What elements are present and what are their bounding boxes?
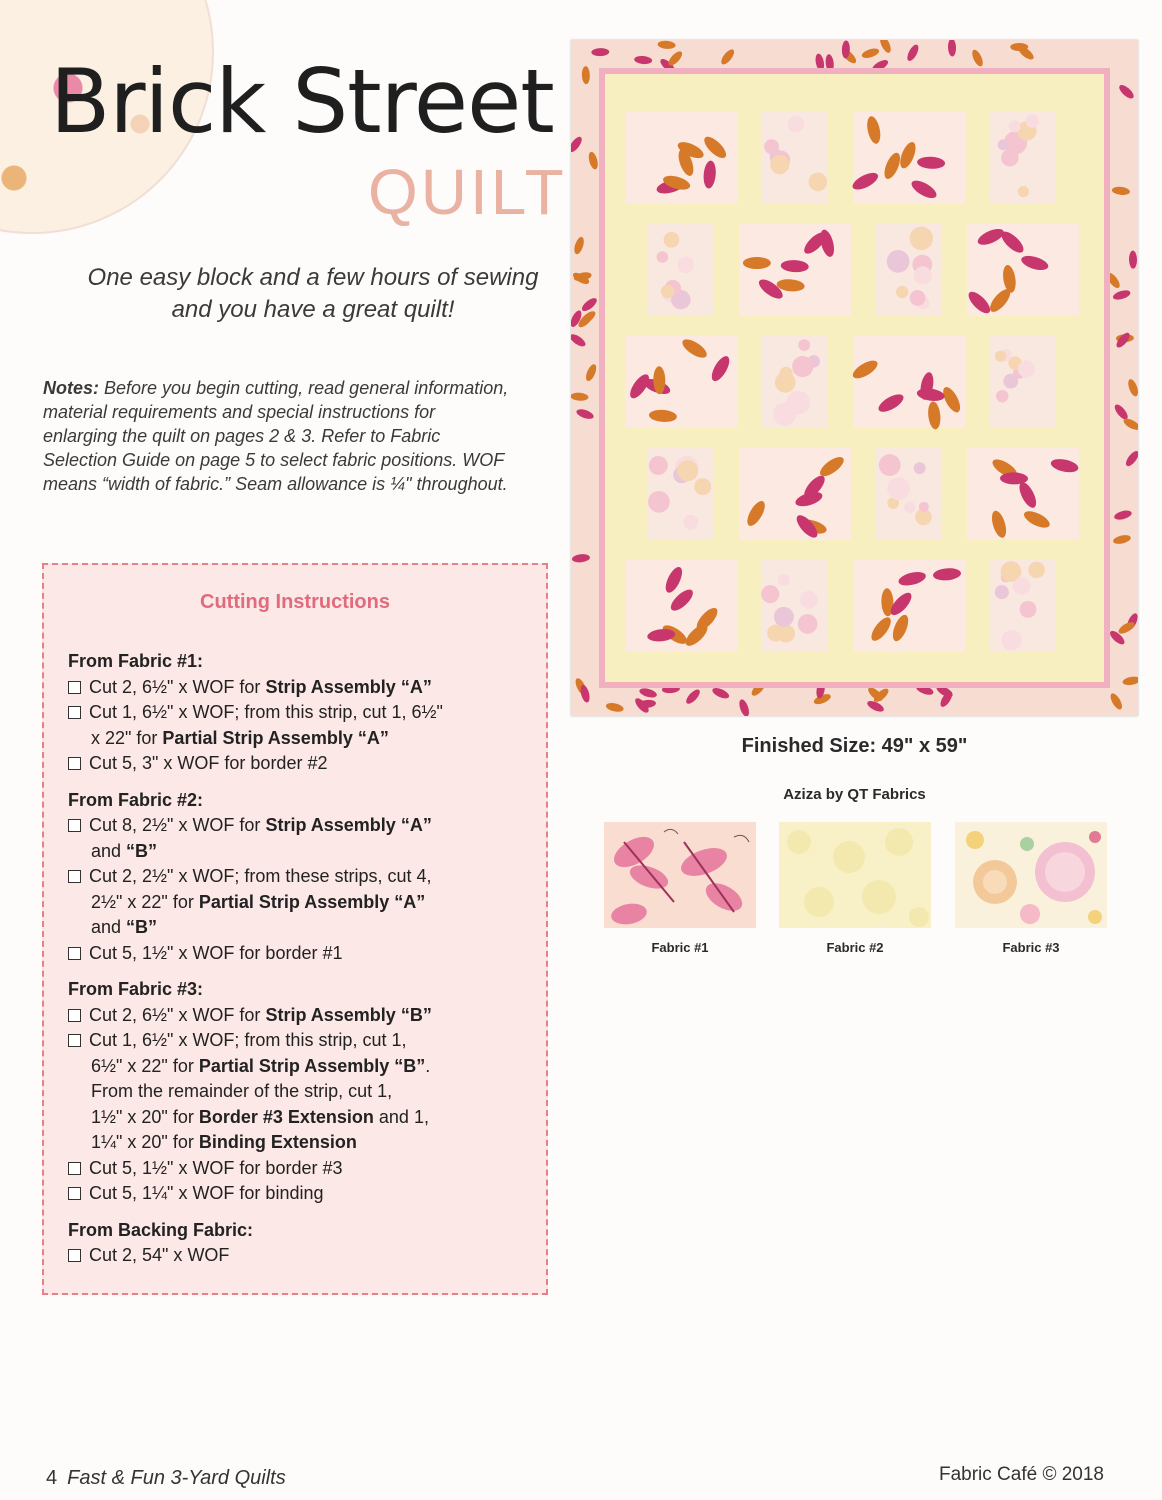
- dot-mark: [694, 478, 711, 495]
- cutting-item-text: .: [425, 1055, 431, 1076]
- cutting-item-text: Cut 2, 2½" x WOF; from these strips, cut 4,: [89, 866, 432, 886]
- cutting-item: [68, 813, 538, 864]
- notes-label: Notes:: [43, 378, 100, 398]
- dot-mark: [779, 367, 792, 380]
- checkbox-icon[interactable]: [68, 1249, 81, 1262]
- cutting-item-text: From the remainder of the strip, cut 1,: [91, 1081, 393, 1101]
- cutting-instructions-box: [42, 563, 548, 1295]
- copyright: Fabric Café © 2018: [938, 1464, 1104, 1485]
- dot-mark: [792, 356, 813, 377]
- cutting-item-text: 2½" x 22" for: [91, 891, 199, 912]
- fabric-line-name: Aziza by QT Fabrics: [783, 786, 926, 803]
- dot-mark: [1026, 114, 1039, 127]
- dot-mark: [1018, 186, 1029, 197]
- dot-mark: [919, 502, 929, 512]
- dot-mark: [995, 351, 1006, 362]
- cutting-item-text: 6½" x 22" for: [91, 1055, 199, 1076]
- cutting-item-text: Binding Extension: [198, 1132, 357, 1152]
- cutting-item: [68, 1156, 538, 1182]
- finished-size: Finished Size: 49" x 59": [741, 735, 968, 757]
- dot-mark: [800, 591, 818, 609]
- cutting-item: [68, 1003, 538, 1029]
- dot-mark: [996, 390, 1008, 402]
- dot-mark: [770, 155, 789, 174]
- dot-mark: [649, 456, 668, 475]
- cutting-item-text: Cut 5, 1½" x WOF for border #3: [89, 1157, 343, 1178]
- dot-mark: [1009, 120, 1021, 132]
- cutting-list: [68, 649, 538, 1269]
- dot-mark: [677, 460, 698, 481]
- cutting-title: Cutting Instructions: [200, 591, 390, 613]
- swatch-fabric-1: [604, 822, 756, 928]
- dot-mark: [798, 614, 818, 634]
- dot-mark: [1001, 149, 1018, 166]
- page-subtitle: QUILT: [368, 156, 567, 228]
- cutting-section-heading: From Fabric #2:: [68, 789, 204, 810]
- cutting-item-text: 1½" x 20" for: [91, 1106, 199, 1127]
- footer-left: [46, 1467, 286, 1490]
- cutting-item-text: Cut 2, 6½" x WOF for: [89, 1004, 266, 1025]
- cutting-item-text: Partial Strip Assembly “A”: [162, 727, 389, 748]
- dot-mark: [648, 491, 670, 513]
- dot-mark: [664, 232, 680, 248]
- cutting-item-text: and: [91, 917, 127, 937]
- cutting-item-text: x 22" for: [91, 727, 163, 748]
- dot-mark: [1003, 374, 1018, 389]
- checkbox-icon[interactable]: [68, 819, 81, 832]
- dot-mark: [910, 227, 934, 251]
- dot-mark: [910, 290, 926, 306]
- cutting-item: [68, 1243, 538, 1269]
- cutting-item-text: Cut 1, 6½" x WOF; from this strip, cut 1, 6½": [89, 702, 443, 722]
- checkbox-icon[interactable]: [68, 757, 81, 770]
- cutting-item-text: “B”: [126, 917, 158, 937]
- dot-mark: [809, 173, 828, 192]
- cutting-item-text: Border #3 Extension: [198, 1106, 374, 1127]
- dot-mark: [761, 585, 779, 603]
- cutting-item-text: Strip Assembly “B”: [265, 1004, 432, 1025]
- cutting-item-text: Strip Assembly “A”: [265, 815, 432, 835]
- dot-mark: [789, 122, 799, 132]
- dot-mark: [879, 454, 901, 476]
- cutting-item-text: Cut 8, 2½" x WOF for: [89, 815, 266, 835]
- dot-mark: [678, 257, 694, 273]
- cutting-item-text: Cut 5, 1½" x WOF for border #1: [89, 942, 343, 963]
- notes: [43, 376, 513, 496]
- quilt-photo: [571, 40, 1138, 716]
- cutting-item-text: Partial Strip Assembly “A”: [198, 891, 426, 912]
- dot-mark: [683, 515, 698, 530]
- swatch-label-2: Fabric #2: [826, 940, 884, 955]
- dragonfly-block: [853, 336, 965, 428]
- dot-mark: [767, 625, 784, 642]
- cutting-item-text: Cut 5, 1¼" x WOF for binding: [89, 1183, 324, 1203]
- checkbox-icon[interactable]: [68, 706, 81, 719]
- cutting-item: [68, 751, 538, 777]
- dot-mark: [914, 462, 926, 474]
- page-title: Brick Street: [50, 50, 554, 153]
- cutting-item: [68, 675, 538, 701]
- checkbox-icon[interactable]: [68, 681, 81, 694]
- cutting-item: [68, 941, 538, 967]
- quilt-illustration: [571, 40, 1138, 716]
- dot-mark: [773, 402, 796, 425]
- checkbox-icon[interactable]: [68, 1009, 81, 1022]
- tagline: One easy block and a few hours of sewing and you have a great quilt!: [87, 264, 539, 323]
- dot-mark: [1013, 577, 1031, 595]
- book-title: Fast & Fun 3-Yard Quilts: [67, 1467, 286, 1489]
- dot-mark: [995, 585, 1009, 599]
- cutting-item: [68, 700, 538, 751]
- checkbox-icon[interactable]: [68, 870, 81, 883]
- cutting-section-heading: From Backing Fabric:: [68, 1219, 254, 1240]
- notes-text: Before you begin cutting, read general information, material requirements and special instructions for enlarging the quilt on pages 2 & 3. Refer to Fabric Selection Guide on page 5 to select fabric positions. WOF means “width of fabric.” Seam allowance is ¼" throughout.: [43, 378, 509, 494]
- checkbox-icon[interactable]: [68, 1162, 81, 1175]
- cutting-section-heading: From Fabric #3:: [68, 979, 204, 999]
- page-number: 4: [46, 1467, 58, 1489]
- dot-mark: [798, 339, 810, 351]
- dot-mark: [998, 139, 1009, 150]
- cutting-item-text: Cut 2, 54" x WOF: [89, 1245, 230, 1265]
- checkbox-icon[interactable]: [68, 1187, 81, 1200]
- cutting-item: [68, 1028, 538, 1156]
- cutting-item-text: Cut 2, 6½" x WOF for: [89, 676, 266, 697]
- cutting-item-text: “B”: [126, 840, 158, 861]
- dot-mark: [914, 266, 932, 284]
- checkbox-icon[interactable]: [68, 947, 81, 960]
- cutting-item-text: and 1,: [373, 1106, 429, 1127]
- cutting-item-text: and: [91, 840, 127, 861]
- cutting-item-text: Cut 5, 3" x WOF for border #2: [89, 753, 328, 773]
- dot-mark: [904, 502, 915, 513]
- cutting-item-text: Cut 1, 6½" x WOF; from this strip, cut 1,: [89, 1030, 407, 1050]
- dot-mark: [887, 250, 910, 273]
- swatch-fabric-2: [779, 822, 931, 928]
- cutting-item: [68, 864, 538, 941]
- cutting-item: [68, 1181, 538, 1207]
- cutting-section-heading: From Fabric #1:: [68, 651, 204, 671]
- dot-mark: [1020, 601, 1037, 618]
- dot-mark: [1018, 360, 1035, 377]
- dot-mark: [778, 574, 790, 586]
- dot-block: [989, 336, 1055, 428]
- dot-mark: [1028, 562, 1045, 579]
- swatch-fabric-3: [955, 822, 1107, 928]
- cutting-item-text: Partial Strip Assembly “B”: [198, 1055, 426, 1076]
- dot-mark: [896, 286, 908, 298]
- dot-mark: [657, 251, 669, 263]
- dot-mark: [774, 607, 794, 627]
- cutting-item-text: Strip Assembly “A”: [265, 676, 432, 697]
- swatch-label-1: Fabric #1: [651, 940, 709, 955]
- dot-mark: [661, 285, 675, 299]
- dot-mark: [887, 477, 910, 500]
- dragonfly-mark: [743, 257, 771, 269]
- swatch-label-3: Fabric #3: [1002, 940, 1060, 955]
- cutting-item-text: 1¼" x 20" for: [91, 1132, 199, 1152]
- checkbox-icon[interactable]: [68, 1034, 81, 1047]
- dot-mark: [1001, 630, 1022, 651]
